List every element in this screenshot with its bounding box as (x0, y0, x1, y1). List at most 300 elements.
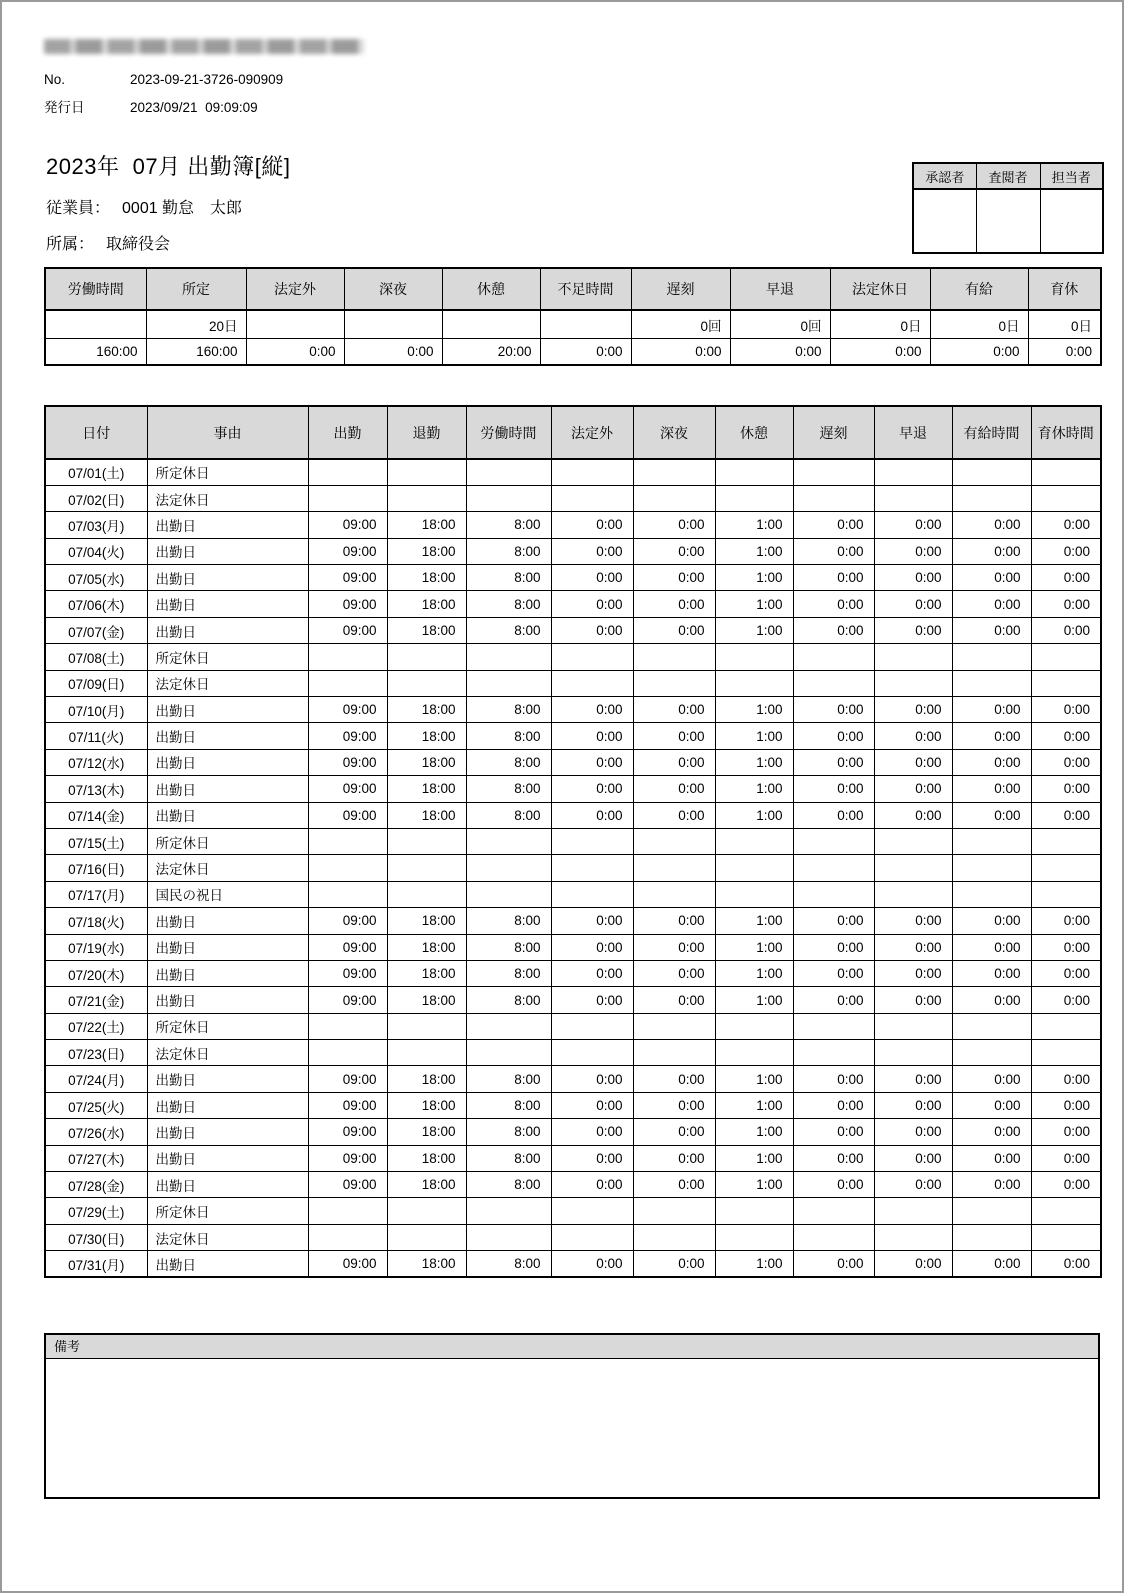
date-cell: 07/24(月) (45, 1066, 147, 1092)
attendance-day-row (45, 697, 1101, 723)
reason-cell: 出勤日 (147, 1172, 308, 1198)
early-leave-cell: 0:00 (874, 565, 952, 591)
summary-time-cell: 0:00 (344, 339, 442, 366)
summary-count-cell (45, 310, 146, 339)
overtime-cell: 0:00 (551, 565, 633, 591)
clock-in-cell: 09:00 (308, 723, 387, 749)
break-cell (715, 1013, 793, 1039)
early-leave-cell (874, 1013, 952, 1039)
reason-cell: 出勤日 (147, 960, 308, 986)
reason-cell: 法定休日 (147, 1040, 308, 1066)
childcare-leave-cell: 0:00 (1031, 1092, 1101, 1118)
date-cell: 07/11(火) (45, 723, 147, 749)
early-leave-cell (874, 881, 952, 907)
reason-cell: 法定休日 (147, 670, 308, 696)
night-hours-cell: 0:00 (633, 776, 715, 802)
summary-time-cell: 160:00 (146, 339, 246, 366)
clock-in-cell (308, 485, 387, 511)
approval-signature-cell (976, 189, 1040, 253)
paid-leave-cell (952, 828, 1031, 854)
attendance-day-row (45, 776, 1101, 802)
date-cell: 07/06(木) (45, 591, 147, 617)
late-cell: 0:00 (793, 1251, 874, 1277)
summary-time-cell: 0:00 (631, 339, 730, 366)
attendance-day-row (45, 987, 1101, 1013)
overtime-cell: 0:00 (551, 908, 633, 934)
childcare-leave-cell: 0:00 (1031, 802, 1101, 828)
summary-count-cell: 0日 (1028, 310, 1101, 339)
late-cell: 0:00 (793, 749, 874, 775)
night-hours-cell (633, 485, 715, 511)
childcare-leave-cell (1031, 1013, 1101, 1039)
date-cell: 07/19(水) (45, 934, 147, 960)
reason-cell: 所定休日 (147, 1198, 308, 1224)
reason-cell: 出勤日 (147, 1119, 308, 1145)
break-cell: 1:00 (715, 749, 793, 775)
employee-label: 従業員： (46, 200, 111, 217)
childcare-leave-cell (1031, 459, 1101, 485)
work-hours-cell: 8:00 (466, 1092, 551, 1118)
childcare-leave-cell: 0:00 (1031, 1145, 1101, 1171)
paid-leave-cell: 0:00 (952, 960, 1031, 986)
summary-times-row (45, 339, 1101, 366)
late-cell: 0:00 (793, 617, 874, 643)
late-cell: 0:00 (793, 802, 874, 828)
date-cell: 07/14(金) (45, 802, 147, 828)
work-hours-cell: 8:00 (466, 565, 551, 591)
attendance-day-row (45, 723, 1101, 749)
clock-out-cell (387, 828, 466, 854)
early-leave-cell: 0:00 (874, 591, 952, 617)
clock-out-cell: 18:00 (387, 512, 466, 538)
childcare-leave-cell: 0:00 (1031, 538, 1101, 564)
issue-date-label: 発行日 (44, 100, 85, 115)
clock-in-cell: 09:00 (308, 1066, 387, 1092)
night-hours-cell: 0:00 (633, 538, 715, 564)
document-no-value: 2023-09-21-3726-090909 (130, 72, 284, 87)
summary-header-cell: 労働時間 (45, 268, 146, 310)
paid-leave-cell: 0:00 (952, 802, 1031, 828)
childcare-leave-cell: 0:00 (1031, 1251, 1101, 1277)
clock-in-cell (308, 828, 387, 854)
early-leave-cell: 0:00 (874, 1172, 952, 1198)
break-cell: 1:00 (715, 987, 793, 1013)
attendance-day-row (45, 485, 1101, 511)
late-cell: 0:00 (793, 1066, 874, 1092)
remarks-content (46, 1359, 1098, 1498)
summary-header-cell: 遅刻 (631, 268, 730, 310)
overtime-cell (551, 828, 633, 854)
work-hours-cell: 8:00 (466, 697, 551, 723)
early-leave-cell: 0:00 (874, 697, 952, 723)
night-hours-cell: 0:00 (633, 565, 715, 591)
overtime-cell: 0:00 (551, 987, 633, 1013)
work-hours-cell (466, 828, 551, 854)
clock-in-cell: 09:00 (308, 1092, 387, 1118)
clock-out-cell (387, 485, 466, 511)
attendance-day-row (45, 908, 1101, 934)
early-leave-cell: 0:00 (874, 934, 952, 960)
reason-cell: 出勤日 (147, 723, 308, 749)
night-hours-cell: 0:00 (633, 1172, 715, 1198)
break-cell: 1:00 (715, 776, 793, 802)
summary-time-cell: 0:00 (246, 339, 344, 366)
early-leave-cell: 0:00 (874, 802, 952, 828)
childcare-leave-cell (1031, 1198, 1101, 1224)
paid-leave-cell: 0:00 (952, 749, 1031, 775)
reason-cell: 出勤日 (147, 908, 308, 934)
work-hours-cell: 8:00 (466, 723, 551, 749)
clock-out-cell (387, 644, 466, 670)
work-hours-cell (466, 670, 551, 696)
clock-out-cell: 18:00 (387, 697, 466, 723)
childcare-leave-cell (1031, 855, 1101, 881)
break-cell (715, 670, 793, 696)
reason-cell: 出勤日 (147, 749, 308, 775)
night-hours-cell: 0:00 (633, 1092, 715, 1118)
childcare-leave-cell (1031, 828, 1101, 854)
summary-time-cell: 20:00 (442, 339, 540, 366)
reason-cell: 出勤日 (147, 1092, 308, 1118)
attendance-header-cell: 退勤 (387, 406, 466, 459)
late-cell: 0:00 (793, 960, 874, 986)
break-cell (715, 485, 793, 511)
night-hours-cell (633, 1013, 715, 1039)
childcare-leave-cell (1031, 881, 1101, 907)
early-leave-cell (874, 459, 952, 485)
date-cell: 07/02(日) (45, 485, 147, 511)
overtime-cell: 0:00 (551, 591, 633, 617)
overtime-cell: 0:00 (551, 749, 633, 775)
reason-cell: 所定休日 (147, 644, 308, 670)
break-cell: 1:00 (715, 697, 793, 723)
date-cell: 07/07(金) (45, 617, 147, 643)
break-cell (715, 828, 793, 854)
clock-out-cell (387, 1224, 466, 1250)
work-hours-cell (466, 644, 551, 670)
night-hours-cell (633, 459, 715, 485)
early-leave-cell (874, 828, 952, 854)
clock-out-cell: 18:00 (387, 1145, 466, 1171)
attendance-day-row (45, 538, 1101, 564)
attendance-day-row (45, 1145, 1101, 1171)
paid-leave-cell: 0:00 (952, 776, 1031, 802)
clock-out-cell: 18:00 (387, 1251, 466, 1277)
document-no-row (44, 70, 283, 98)
summary-count-cell: 0日 (830, 310, 930, 339)
summary-header-row (45, 268, 1101, 310)
break-cell: 1:00 (715, 512, 793, 538)
date-cell: 07/17(月) (45, 881, 147, 907)
department-label: 所属： (46, 236, 95, 253)
night-hours-cell: 0:00 (633, 1251, 715, 1277)
attendance-header-cell: 事由 (147, 406, 308, 459)
work-hours-cell: 8:00 (466, 1119, 551, 1145)
early-leave-cell: 0:00 (874, 1066, 952, 1092)
late-cell: 0:00 (793, 1172, 874, 1198)
break-cell: 1:00 (715, 617, 793, 643)
break-cell: 1:00 (715, 802, 793, 828)
reason-cell: 出勤日 (147, 591, 308, 617)
summary-table (44, 267, 1102, 366)
overtime-cell (551, 1224, 633, 1250)
overtime-cell: 0:00 (551, 960, 633, 986)
clock-in-cell (308, 1198, 387, 1224)
paid-leave-cell: 0:00 (952, 987, 1031, 1013)
clock-in-cell: 09:00 (308, 934, 387, 960)
break-cell: 1:00 (715, 538, 793, 564)
page-title: 2023年 07月 出勤簿[縦] (46, 154, 291, 179)
childcare-leave-cell: 0:00 (1031, 617, 1101, 643)
attendance-day-row (45, 881, 1101, 907)
overtime-cell: 0:00 (551, 1172, 633, 1198)
night-hours-cell (633, 828, 715, 854)
early-leave-cell: 0:00 (874, 512, 952, 538)
break-cell: 1:00 (715, 960, 793, 986)
paid-leave-cell: 0:00 (952, 697, 1031, 723)
reason-cell: 法定休日 (147, 485, 308, 511)
summary-count-cell (246, 310, 344, 339)
early-leave-cell (874, 1198, 952, 1224)
summary-time-cell: 160:00 (45, 339, 146, 366)
night-hours-cell: 0:00 (633, 749, 715, 775)
summary-counts-row (45, 310, 1101, 339)
reason-cell: 出勤日 (147, 1066, 308, 1092)
early-leave-cell: 0:00 (874, 749, 952, 775)
date-cell: 07/28(金) (45, 1172, 147, 1198)
early-leave-cell: 0:00 (874, 987, 952, 1013)
overtime-cell (551, 1198, 633, 1224)
break-cell: 1:00 (715, 1119, 793, 1145)
clock-out-cell: 18:00 (387, 1066, 466, 1092)
overtime-cell: 0:00 (551, 1251, 633, 1277)
approval-signature-cell (913, 189, 976, 253)
clock-out-cell: 18:00 (387, 934, 466, 960)
paid-leave-cell: 0:00 (952, 565, 1031, 591)
attendance-day-row (45, 1040, 1101, 1066)
early-leave-cell: 0:00 (874, 908, 952, 934)
childcare-leave-cell (1031, 670, 1101, 696)
date-cell: 07/25(火) (45, 1092, 147, 1118)
early-leave-cell: 0:00 (874, 1119, 952, 1145)
night-hours-cell: 0:00 (633, 1066, 715, 1092)
attendance-day-row (45, 670, 1101, 696)
attendance-header-cell: 育休時間 (1031, 406, 1101, 459)
late-cell (793, 1198, 874, 1224)
attendance-day-row (45, 802, 1101, 828)
attendance-day-row (45, 1092, 1101, 1118)
clock-in-cell: 09:00 (308, 538, 387, 564)
work-hours-cell (466, 855, 551, 881)
date-cell: 07/01(土) (45, 459, 147, 485)
late-cell: 0:00 (793, 987, 874, 1013)
clock-out-cell: 18:00 (387, 1119, 466, 1145)
paid-leave-cell: 0:00 (952, 617, 1031, 643)
late-cell (793, 459, 874, 485)
early-leave-cell (874, 485, 952, 511)
date-cell: 07/15(土) (45, 828, 147, 854)
attendance-table (44, 405, 1102, 1278)
attendance-day-row (45, 749, 1101, 775)
night-hours-cell: 0:00 (633, 1119, 715, 1145)
employee-row (46, 195, 242, 218)
clock-in-cell: 09:00 (308, 987, 387, 1013)
issue-date-value: 2023/09/21 09:09:09 (130, 100, 258, 115)
approval-header-cell: 担当者 (1040, 163, 1103, 189)
date-cell: 07/16(日) (45, 855, 147, 881)
attendance-day-row (45, 644, 1101, 670)
work-hours-cell: 8:00 (466, 802, 551, 828)
break-cell: 1:00 (715, 1092, 793, 1118)
childcare-leave-cell: 0:00 (1031, 697, 1101, 723)
early-leave-cell: 0:00 (874, 1145, 952, 1171)
break-cell: 1:00 (715, 1066, 793, 1092)
clock-in-cell: 09:00 (308, 1119, 387, 1145)
clock-out-cell: 18:00 (387, 617, 466, 643)
work-hours-cell: 8:00 (466, 1251, 551, 1277)
late-cell: 0:00 (793, 934, 874, 960)
clock-in-cell (308, 1040, 387, 1066)
clock-in-cell: 09:00 (308, 565, 387, 591)
summary-count-cell (442, 310, 540, 339)
remarks-box (44, 1333, 1100, 1499)
clock-in-cell: 09:00 (308, 697, 387, 723)
overtime-cell: 0:00 (551, 512, 633, 538)
clock-out-cell (387, 1013, 466, 1039)
summary-count-cell: 0日 (930, 310, 1028, 339)
clock-out-cell: 18:00 (387, 1092, 466, 1118)
early-leave-cell: 0:00 (874, 1092, 952, 1118)
late-cell: 0:00 (793, 1119, 874, 1145)
break-cell: 1:00 (715, 908, 793, 934)
attendance-day-row (45, 617, 1101, 643)
summary-time-cell: 0:00 (1028, 339, 1101, 366)
late-cell: 0:00 (793, 776, 874, 802)
work-hours-cell: 8:00 (466, 591, 551, 617)
reason-cell: 出勤日 (147, 802, 308, 828)
work-hours-cell: 8:00 (466, 512, 551, 538)
break-cell: 1:00 (715, 1251, 793, 1277)
clock-in-cell (308, 855, 387, 881)
overtime-cell: 0:00 (551, 723, 633, 749)
clock-in-cell: 09:00 (308, 617, 387, 643)
childcare-leave-cell (1031, 1040, 1101, 1066)
late-cell: 0:00 (793, 512, 874, 538)
work-hours-cell: 8:00 (466, 538, 551, 564)
redacted-company-line (44, 39, 364, 54)
document-no-label: No. (44, 72, 66, 87)
clock-in-cell: 09:00 (308, 1172, 387, 1198)
attendance-day-row (45, 565, 1101, 591)
late-cell: 0:00 (793, 1145, 874, 1171)
late-cell (793, 828, 874, 854)
work-hours-cell (466, 1224, 551, 1250)
clock-out-cell: 18:00 (387, 538, 466, 564)
clock-out-cell: 18:00 (387, 776, 466, 802)
night-hours-cell: 0:00 (633, 512, 715, 538)
work-hours-cell: 8:00 (466, 934, 551, 960)
night-hours-cell (633, 1198, 715, 1224)
paid-leave-cell: 0:00 (952, 1066, 1031, 1092)
childcare-leave-cell: 0:00 (1031, 1066, 1101, 1092)
attendance-day-row (45, 1251, 1101, 1277)
reason-cell: 出勤日 (147, 1145, 308, 1171)
attendance-header-cell: 労働時間 (466, 406, 551, 459)
work-hours-cell (466, 881, 551, 907)
overtime-cell: 0:00 (551, 1119, 633, 1145)
attendance-day-row (45, 960, 1101, 986)
date-cell: 07/23(日) (45, 1040, 147, 1066)
late-cell: 0:00 (793, 538, 874, 564)
attendance-day-row (45, 934, 1101, 960)
early-leave-cell: 0:00 (874, 723, 952, 749)
break-cell (715, 1224, 793, 1250)
work-hours-cell: 8:00 (466, 1145, 551, 1171)
paid-leave-cell (952, 644, 1031, 670)
childcare-leave-cell: 0:00 (1031, 1119, 1101, 1145)
early-leave-cell (874, 644, 952, 670)
night-hours-cell: 0:00 (633, 960, 715, 986)
department-value: 取締役会 (106, 236, 171, 253)
break-cell (715, 1040, 793, 1066)
late-cell: 0:00 (793, 1092, 874, 1118)
late-cell (793, 1224, 874, 1250)
night-hours-cell (633, 1224, 715, 1250)
attendance-day-row (45, 1013, 1101, 1039)
childcare-leave-cell: 0:00 (1031, 512, 1101, 538)
clock-out-cell: 18:00 (387, 987, 466, 1013)
clock-out-cell (387, 459, 466, 485)
clock-out-cell (387, 670, 466, 696)
clock-in-cell (308, 881, 387, 907)
date-cell: 07/18(火) (45, 908, 147, 934)
remarks-label: 備考 (46, 1335, 1098, 1359)
night-hours-cell: 0:00 (633, 934, 715, 960)
overtime-cell: 0:00 (551, 934, 633, 960)
date-cell: 07/10(月) (45, 697, 147, 723)
work-hours-cell: 8:00 (466, 1066, 551, 1092)
reason-cell: 出勤日 (147, 565, 308, 591)
attendance-header-row (45, 406, 1101, 459)
reason-cell: 出勤日 (147, 1251, 308, 1277)
clock-in-cell: 09:00 (308, 591, 387, 617)
reason-cell: 法定休日 (147, 855, 308, 881)
summary-count-cell (540, 310, 631, 339)
late-cell (793, 485, 874, 511)
work-hours-cell: 8:00 (466, 617, 551, 643)
night-hours-cell: 0:00 (633, 723, 715, 749)
overtime-cell: 0:00 (551, 538, 633, 564)
childcare-leave-cell: 0:00 (1031, 565, 1101, 591)
summary-header-cell: 法定外 (246, 268, 344, 310)
reason-cell: 出勤日 (147, 776, 308, 802)
paid-leave-cell: 0:00 (952, 934, 1031, 960)
late-cell (793, 1040, 874, 1066)
break-cell (715, 644, 793, 670)
paid-leave-cell: 0:00 (952, 1119, 1031, 1145)
attendance-header-cell: 遅刻 (793, 406, 874, 459)
paid-leave-cell (952, 485, 1031, 511)
overtime-cell (551, 485, 633, 511)
date-cell: 07/21(金) (45, 987, 147, 1013)
break-cell: 1:00 (715, 565, 793, 591)
clock-out-cell (387, 1198, 466, 1224)
approval-signature-cell (1040, 189, 1103, 253)
reason-cell: 出勤日 (147, 934, 308, 960)
late-cell (793, 644, 874, 670)
work-hours-cell: 8:00 (466, 776, 551, 802)
early-leave-cell: 0:00 (874, 776, 952, 802)
